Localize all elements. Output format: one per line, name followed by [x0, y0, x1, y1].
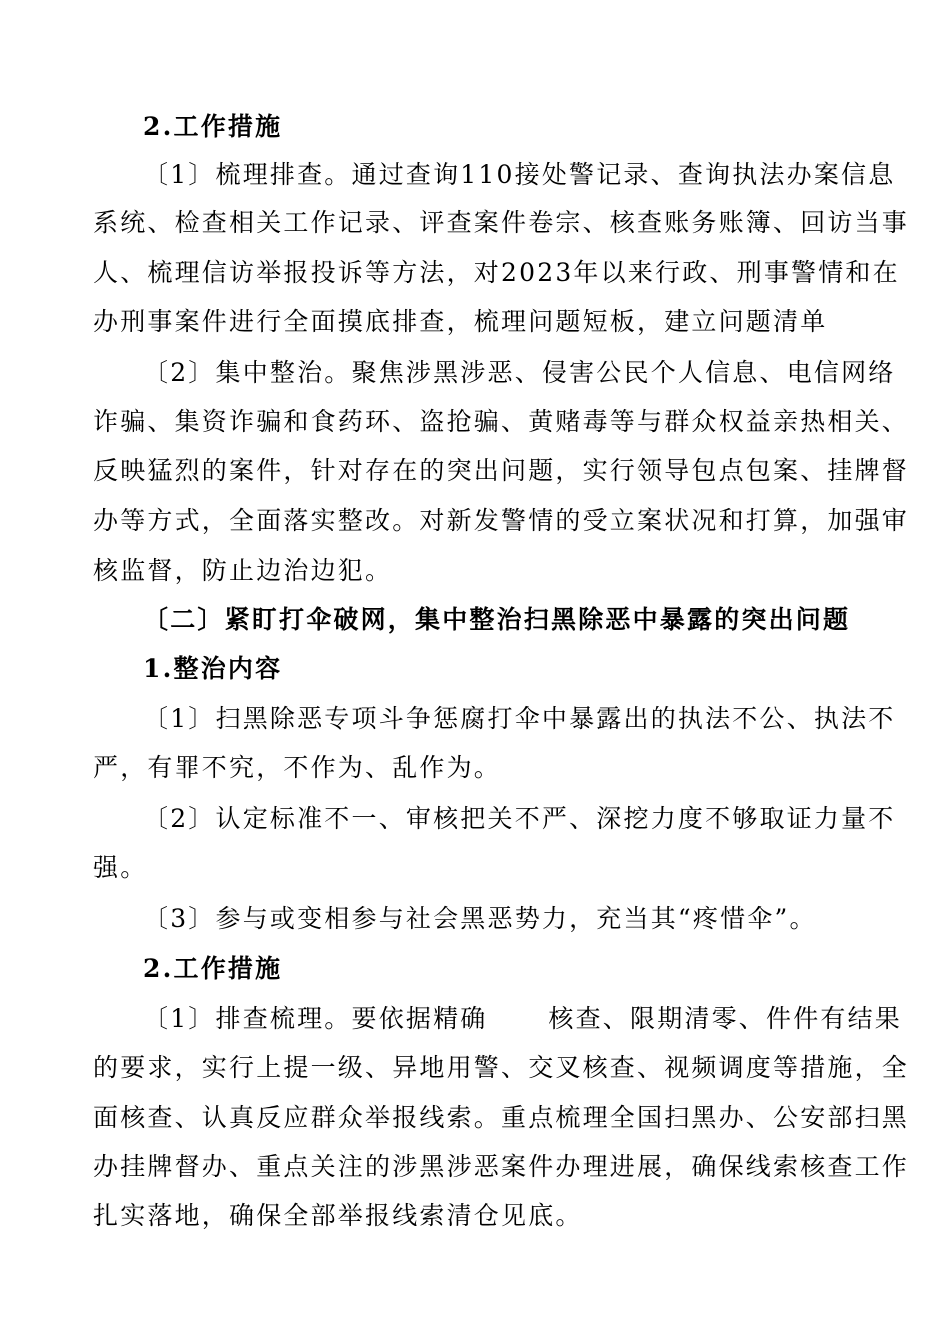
paragraph-line: 的要求，实行上提一级、异地用警、交叉核查、视频调度等措施，全 [93, 1053, 910, 1082]
paragraph-line: 〔2〕集中整治。聚焦涉黑涉恶、侵害公民个人信息、电信网络 [143, 358, 896, 387]
paragraph-line: 〔1〕扫黑除恶专项斗争惩腐打伞中暴露出的执法不公、执法不 [143, 704, 896, 733]
paragraph-line: 严，有罪不究，不作为、乱作为。 [93, 753, 502, 782]
paragraph-line: 办挂牌督办、重点关注的涉黑涉恶案件办理进展，确保线索核查工作 [93, 1152, 910, 1181]
paragraph-line: 办刑事案件进行全面摸底排查，梳理问题短板，建立问题清单 [93, 307, 828, 336]
heading-rectification-content: 1.整治内容 [143, 654, 283, 683]
paragraph-line: 系统、检查相关工作记录、评查案件卷宗、核查账务账簿、回访当事 [93, 208, 910, 237]
paragraph-line: 核监督，防止边治边犯。 [93, 556, 393, 585]
heading-work-measures: 2.工作措施 [143, 112, 283, 141]
paragraph-line: 诈骗、集资诈骗和食药环、盗抢骗、黄赌毒等与群众权益亲热相关、 [93, 407, 910, 436]
paragraph-line: 扎实落地，确保全部举报线索清仓见底。 [93, 1201, 583, 1230]
paragraph-line: 面核查、认真反应群众举报线索。重点梳理全国扫黑办、公安部扫黑 [93, 1103, 910, 1132]
paragraph-line: 办等方式，全面落实整改。对新发警情的受立案状况和打算，加强审 [93, 506, 910, 535]
paragraph-line: 人、梳理信访举报投诉等方法，对2023年以来行政、刑事警情和在 [93, 258, 900, 287]
heading-work-measures: 2.工作措施 [143, 954, 283, 983]
paragraph-line: 〔1〕梳理排查。通过查询110接处警记录、查询执法办案信息 [143, 160, 896, 189]
section-heading: 〔二〕紧盯打伞破网，集中整治扫黑除恶中暴露的突出问题 [143, 605, 851, 634]
paragraph-line: 〔3〕参与或变相参与社会黑恶势力，充当其“疼惜伞”。 [143, 904, 817, 933]
paragraph-line: 〔2〕认定标准不一、审核把关不严、深挖力度不够取证力量不 [143, 804, 896, 833]
paragraph-line: 〔1〕排查梳理。要依据精确 核查、限期清零、件件有结果 [143, 1004, 902, 1033]
paragraph-line: 强。 [93, 853, 148, 882]
paragraph-line: 反映猛烈的案件，针对存在的突出问题，实行领导包点包案、挂牌督 [93, 456, 910, 485]
